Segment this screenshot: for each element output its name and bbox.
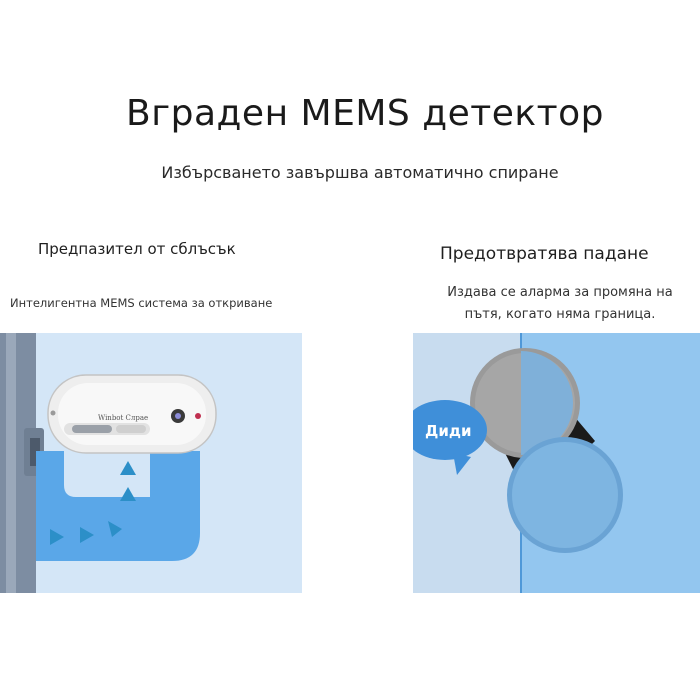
fall-prevention-illustration-svg	[413, 333, 700, 593]
collision-heading: Предпазител от сблъсък	[38, 240, 236, 258]
bubble-label: Диди	[425, 422, 472, 440]
robot-cleaner-icon	[48, 375, 216, 453]
fall-prevention-description-line1: Издава се аларма за промяна на	[447, 285, 673, 300]
collision-illustration-svg	[0, 333, 302, 593]
fall-prevention-description	[420, 282, 700, 326]
robot-brand-label: Winbot Слрае	[98, 414, 149, 422]
collision-description: Интелигентна MEMS система за откриване	[10, 296, 273, 310]
page-subtitle: Избърсването завършва автоматично спиране	[161, 163, 559, 182]
collision-illustration	[0, 333, 302, 593]
page-title: Вграден MEMS детектор	[126, 93, 604, 134]
fall-prevention-description-line2: пътя, когато няма граница.	[464, 307, 656, 322]
cleaning-pad-icon	[507, 437, 623, 553]
fall-prevention-heading: Предотвратява падане	[440, 244, 649, 264]
fall-prevention-illustration	[413, 333, 700, 593]
